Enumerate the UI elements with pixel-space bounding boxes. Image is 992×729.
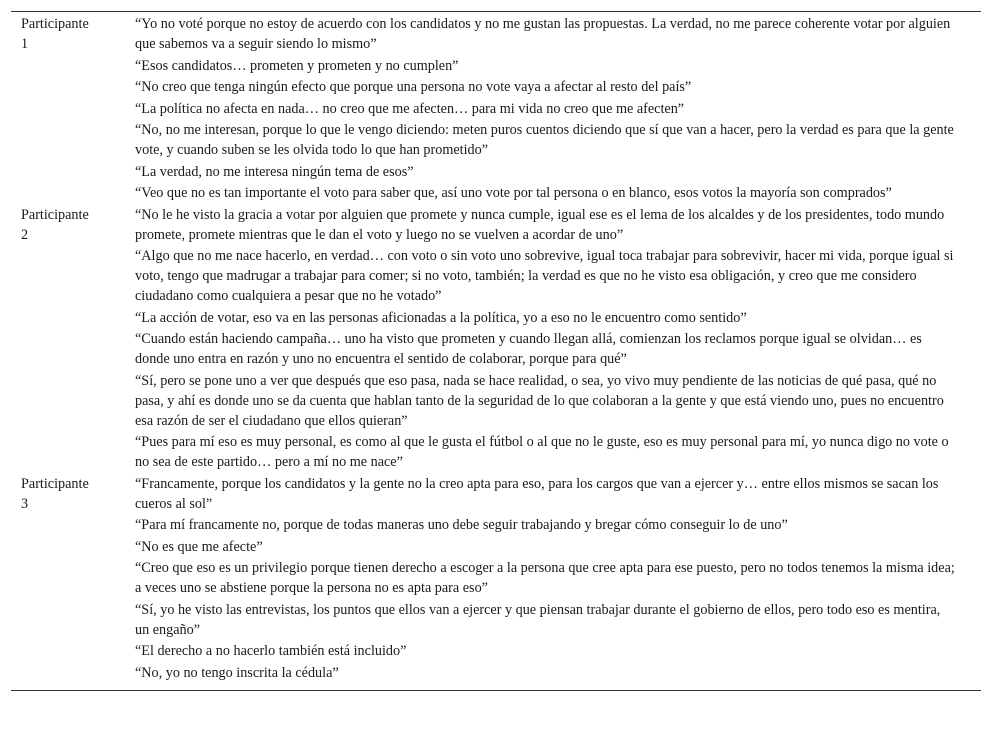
- participant-2-row: [11, 205, 981, 474]
- quote: “Cuando están haciendo campaña… uno ha visto que prometen y cuando llegan allá, comienzan los reclamos porque igual se olvidan… es donde uno entra en razón y uno no encuentra el sentido de colaborar, porque para qué”: [135, 331, 922, 367]
- quote: “No creo que tenga ningún efecto que porque una persona no vote vaya a afectar al resto del país”: [135, 79, 692, 95]
- quote: “No le he visto la gracia a votar por alguien que promete y nunca cumple, igual ese es el lema de los alcaldes y de los presidentes, todo mundo promete, promete mientras que le dan el voto y luego no se vuelven a acordar de uno”: [135, 206, 945, 243]
- participant-label: Participante 2: [21, 206, 89, 243]
- participant-label: Participante 3: [21, 475, 89, 512]
- quote: “No es que me afecte”: [135, 538, 263, 555]
- quote: “Algo que no me nace hacerlo, en verdad… con voto o sin voto uno sobrevive, igual toca trabajar para sobrevivir, hacer mi vida, porque igual si voto, tengo que madrugar a trabajar para comer; si no voto, también; la verdad es que no he visto esa obligación, y creo que me considero ciudadano como cualquiera a pesar que no he votado”: [135, 248, 954, 304]
- quotes-table: [11, 11, 981, 691]
- participant-1-quotes: [135, 14, 981, 205]
- quote: “Para mí francamente no, porque de todas maneras uno debe seguir trabajando y bregar cómo conseguir lo de uno”: [135, 517, 788, 533]
- quote: “Francamente, porque los candidatos y la gente no la creo apta para eso, para los cargos que van a ejercer y… entre ellos mismos se sacan los cueros al sol”: [135, 475, 939, 512]
- quote: “No, no me interesan, porque lo que le vengo diciendo: meten puros cuentos diciendo que sí que van a hacer, pero la verdad es para que la gente vote, y cuando suben se les olvida todo lo que han prometido”: [135, 122, 954, 158]
- participant-3-quotes: [135, 474, 981, 685]
- quote: “Yo no voté porque no estoy de acuerdo con los candidatos y no me gustan las propuestas. La verdad, no me parece coherente votar por alguien que sabemos va a seguir siendo lo mismo”: [135, 16, 951, 52]
- participant-3-row: [11, 474, 981, 685]
- quote: “La acción de votar, eso va en las personas aficionadas a la política, yo a eso no le encuentro como sentido”: [135, 309, 747, 326]
- participant-2-quotes: [135, 205, 981, 474]
- quote: “La verdad, no me interesa ningún tema de esos”: [135, 163, 414, 180]
- quote: “Esos candidatos… prometen y prometen y no cumplen”: [135, 57, 459, 74]
- quote: “Sí, pero se pone uno a ver que después que eso pasa, nada se hace realidad, o sea, yo vivo muy pendiente de las noticias de qué pasa, qué no pasa, y ahí es donde uno se da cuenta que hablan tanto de la seguridad de lo que colaboran a la gente y que está viendo uno, pues no encuentro esa razón de ser el ciudadano que ellos quieran”: [135, 372, 944, 429]
- quote: “No, yo no tengo inscrita la cédula”: [135, 664, 339, 681]
- quote: “Pues para mí eso es muy personal, es como al que le gusta el fútbol o al que no le guste, eso es muy personal para mí, yo nunca digo no vote o no sea de este partido… pero a mí no me nace”: [135, 434, 949, 470]
- quote: “Sí, yo he visto las entrevistas, los puntos que ellos van a ejercer y que piensan trabajar durante el gobierno de ellos, pero todo eso es mentira, un engaño”: [135, 601, 941, 638]
- participant-1-row: [11, 14, 981, 205]
- quote: “La política no afecta en nada… no creo que me afecten… para mi vida no creo que me afecten”: [135, 100, 685, 117]
- participant-label: Participante 1: [21, 16, 89, 52]
- quote: “El derecho a no hacerlo también está incluido”: [135, 643, 407, 659]
- quote: “Creo que eso es un privilegio porque tienen derecho a escoger a la persona que cree apta para ese puesto, pero no todos tenemos la misma idea; a veces uno se abstiene porque la persona no es apta para eso”: [135, 560, 955, 596]
- quote: “Veo que no es tan importante el voto para saber que, así uno vote por tal persona o en blanco, esos votos la mayoría son comprados”: [135, 185, 892, 201]
